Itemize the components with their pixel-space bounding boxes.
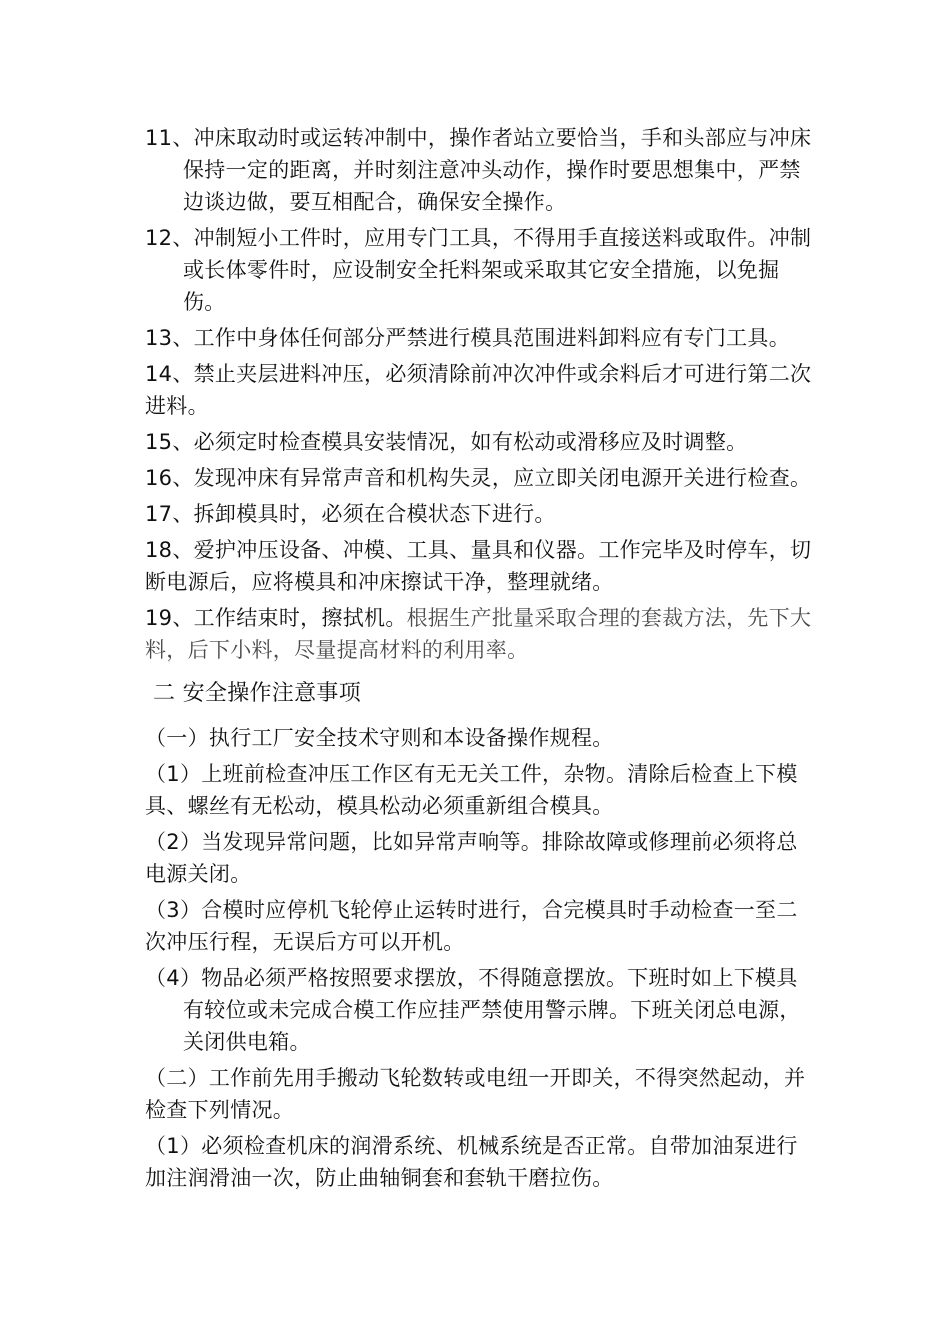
- subitem-2: （二）工作前先用手搬动飞轮数转或电纽一开即关，不得突然起动，并检查下列情况。: [145, 1066, 806, 1122]
- item-15: 15、必须定时检查模具安装情况，如有松动或滑移应及时调整。: [145, 430, 748, 454]
- subitem-1: （一）执行工厂安全技术守则和本设备操作规程。: [145, 726, 614, 750]
- item-18: 18、爱护冲压设备、冲模、工具、量具和仪器。工作完毕及时停车，切断电源后，应将模具和冲床擦试干净，整理就绪。: [145, 538, 812, 594]
- section-title: 二 安全操作注意事项: [153, 681, 361, 706]
- item-19-text: 19、工作结束时，擦拭机。: [145, 606, 407, 630]
- item-12: 12、冲制短小工件时，应用专门工具，不得用手直接送料或取件。冲制或长体零件时，应设制安全托料架或采取其它安全措施，以免掘伤。: [145, 226, 812, 314]
- item-17: 17、拆卸模具时，必须在合模状态下进行。: [145, 502, 556, 526]
- item-11: 11、冲床取动时或运转冲制中，操作者站立要恰当，手和头部应与冲床保持一定的距离，并时刻注意冲头动作，操作时要思想集中，严禁边谈边做，要互相配合，确保安全操作。: [145, 126, 812, 214]
- item-19-note: 根据生产批量采取合理的套裁方法，先下大料，后下小料，尽量提高材料的利用率。: [145, 606, 812, 662]
- item-14: 14、禁止夹层进料冲压，必须清除前冲次冲件或余料后才可进行第二次进料。: [145, 362, 812, 418]
- item-16: 16、发现冲床有异常声音和机构失灵，应立即关闭电源开关进行检查。: [145, 466, 812, 490]
- subitem-1-4: （4）物品必须严格按照要求摆放，不得随意摆放。下班时如上下模具有较位或未完成合模工作应挂严禁使用警示牌。下班关闭总电源，关闭供电箱。: [145, 966, 801, 1054]
- subitem-1-2: （2）当发现异常问题，比如异常声响等。排除故障或修理前必须将总电源关闭。: [145, 830, 798, 886]
- subitem-1-1: （1）上班前检查冲压工作区有无无关工件，杂物。清除后检查上下模具、螺丝有无松动，模具松动必须重新组合模具。: [145, 762, 798, 818]
- item-13: 13、工作中身体任何部分严禁进行模具范围进料卸料应有专门工具。: [145, 326, 791, 350]
- subitem-1-3: （3）合模时应停机飞轮停止运转时进行，合完模具时手动检查一至二次冲压行程，无误后方可以开机。: [145, 898, 798, 954]
- document-body: [145, 122, 813, 1198]
- item-19: [145, 602, 813, 666]
- subitem-2-1: （1）必须检查机床的润滑系统、机械系统是否正常。自带加油泵进行加注润滑油一次，防止曲轴铜套和套轨干磨拉伤。: [145, 1134, 798, 1190]
